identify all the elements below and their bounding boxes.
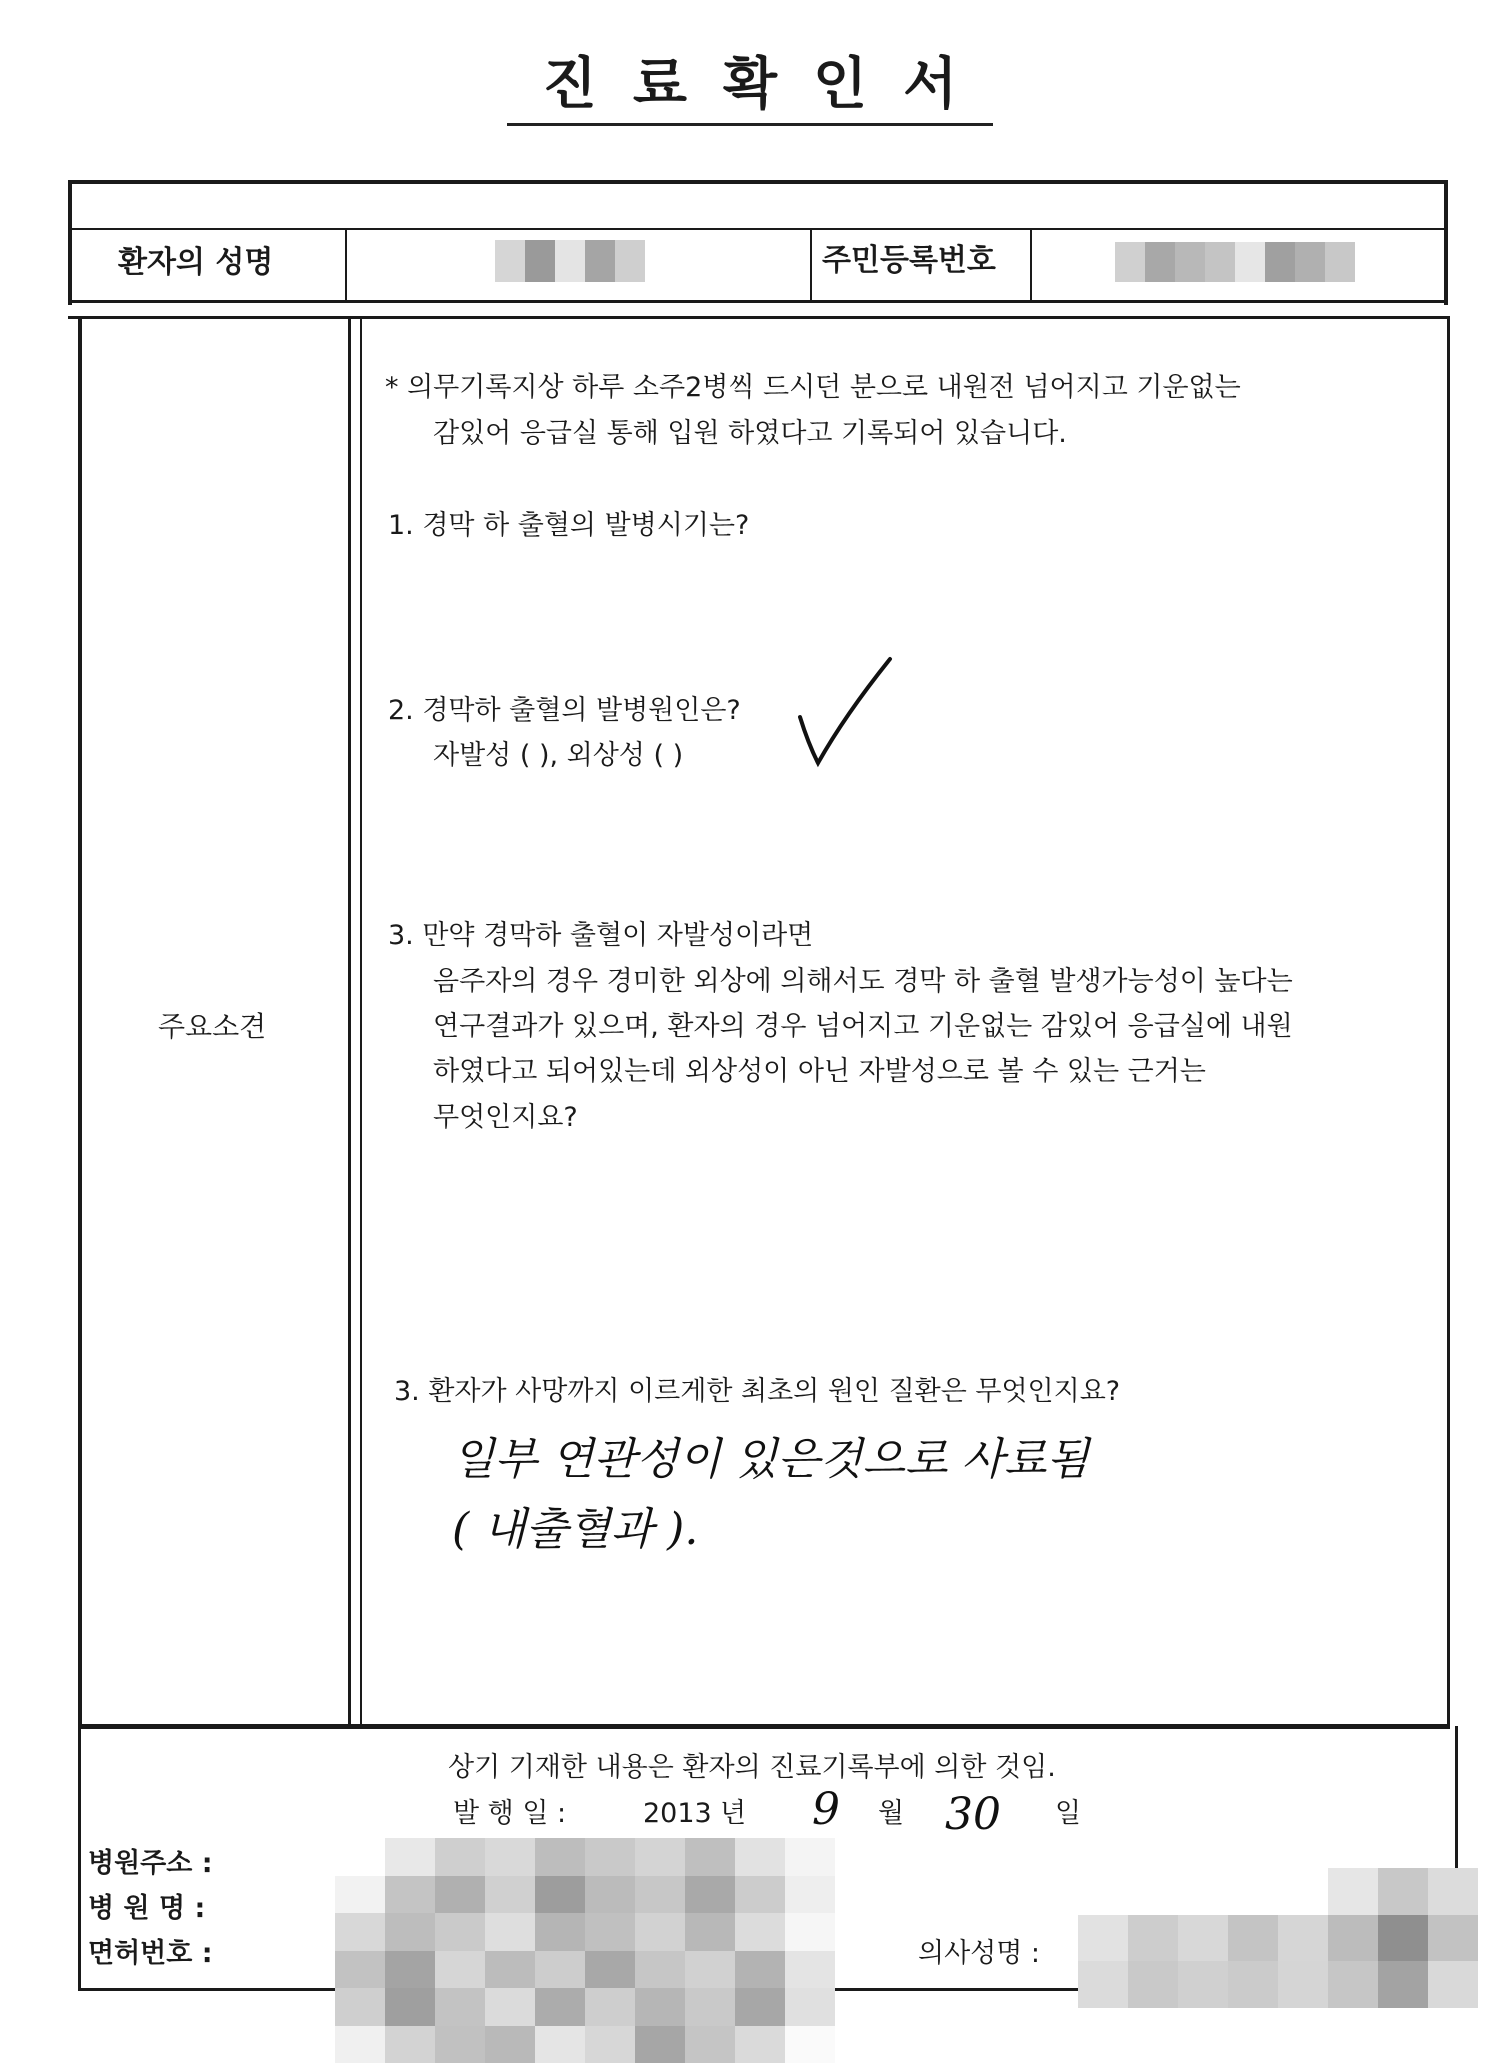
hospital-address-label: 병원주소 : (88, 1848, 213, 1879)
question-3b: 3. 환자가 사망까지 이르게한 최초의 원인 질환은 무엇인지요? (394, 1376, 1121, 1407)
question-2: 2. 경막하 출혈의 발병원인은? (388, 695, 741, 726)
intro-line-1: * 의무기록지상 하루 소주2병씩 드시던 분으로 내원전 넘어지고 기운없는 (385, 372, 1241, 403)
issue-year-unit: 년 (720, 1798, 747, 1829)
question-3a-line-5: 무엇인지요? (433, 1102, 578, 1133)
issue-day: 30 (945, 1789, 1001, 1840)
handwritten-answer-line-2: ( 내출혈과 ). (452, 1504, 699, 1555)
header-row-bottom (68, 300, 1448, 303)
question-1: 1. 경막 하 출혈의 발병시기는? (388, 510, 750, 541)
intro-line-2: 감있어 응급실 통해 입원 하였다고 기록되어 있습니다. (433, 418, 1067, 449)
main-label-divider-2 (360, 316, 362, 1726)
patient-name-label: 환자의 성명 (118, 245, 274, 280)
issue-day-unit: 일 (1055, 1798, 1082, 1829)
header-divider-2 (810, 228, 812, 303)
question-3a-line-2: 음주자의 경우 경미한 외상에 의해서도 경막 하 출혈 발생가능성이 높다는 (433, 966, 1293, 997)
main-label-divider (348, 316, 351, 1726)
handwritten-answer-line-1: 일부 연관성이 있은것으로 사료됨 (452, 1434, 1090, 1485)
header-divider-1 (345, 228, 347, 303)
footer-top (78, 1726, 1450, 1729)
issue-month: 9 (812, 1784, 840, 1835)
footer-left (78, 1726, 81, 1991)
frame-right (1444, 180, 1448, 305)
patient-name-redacted (495, 240, 645, 282)
issue-year: 2013 (643, 1798, 712, 1829)
hospital-info-redacted (335, 1838, 835, 2063)
question-3a-line-3: 연구결과가 있으며, 환자의 경우 넘어지고 기운없는 감있어 응급실에 내원 (433, 1011, 1293, 1042)
findings-label: 주요소견 (158, 1010, 267, 1043)
main-left (78, 316, 82, 1726)
id-number-label: 주민등록번호 (822, 243, 996, 278)
doctor-name-label: 의사성명 : (918, 1938, 1041, 1969)
question-3a-line-4: 하였다고 되어있는데 외상성이 아닌 자발성으로 볼 수 있는 근거는 (433, 1056, 1206, 1087)
issue-date-label: 발 행 일 : (453, 1798, 567, 1829)
main-right (1447, 316, 1450, 1726)
id-number-redacted (1115, 242, 1355, 282)
footer-statement: 상기 기재한 내용은 환자의 진료기록부에 의한 것임. (448, 1752, 1056, 1783)
license-number-label: 면허번호 : (88, 1938, 213, 1969)
question-2-options: 자발성 ( ), 외상성 ( ) (433, 740, 684, 771)
header-row-top (72, 228, 1444, 230)
issue-month-unit: 월 (878, 1798, 905, 1829)
frame-top (68, 180, 1448, 184)
doctor-name-redacted (1078, 1868, 1478, 2008)
main-top (68, 316, 1448, 319)
header-divider-3 (1030, 228, 1032, 303)
hospital-name-label: 병 원 명 : (88, 1893, 206, 1924)
document-title: 진료확인서 (0, 40, 1500, 120)
checkmark-icon (790, 655, 900, 770)
question-3a-line-1: 3. 만약 경막하 출혈이 자발성이라면 (388, 920, 814, 951)
frame-left (68, 180, 72, 305)
